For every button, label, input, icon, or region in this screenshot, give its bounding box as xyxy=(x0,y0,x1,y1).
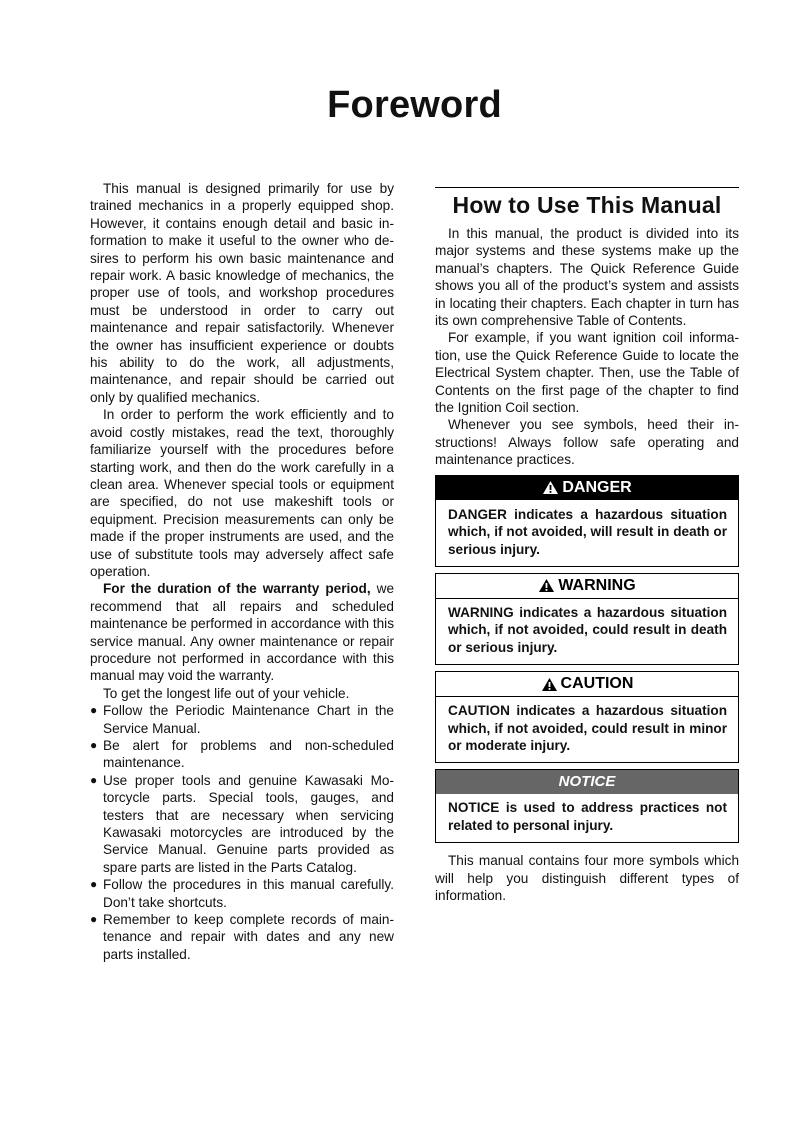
bullet-icon: ● xyxy=(90,738,98,752)
danger-box xyxy=(435,475,739,567)
warning-header xyxy=(436,574,738,599)
how-to-use-paragraph: In this manual, the product is divided into its major systems and these systems make up the manual’s chapters. The Quick Reference Guide shows you all of the product’s system and assists in locating their chapters. Each chapter in turn has its own comprehensive Table of Contents. xyxy=(435,226,739,329)
warning-triangle-icon xyxy=(538,578,555,593)
example-paragraph: For example, if you want ignition coil information, use the Quick Reference Guide to locate the Electrical System chapter. Then, use the Table of Contents on the first page of the chapter to find the Ignition Coil section. xyxy=(435,330,739,416)
warranty-paragraph xyxy=(90,580,394,684)
page-title: Foreword xyxy=(327,84,502,126)
left-column xyxy=(90,180,394,963)
vehicle-life-paragraph: To get the longest life out of your vehicle. xyxy=(103,685,350,701)
danger-label: DANGER xyxy=(562,478,632,496)
warning-triangle-icon xyxy=(542,480,559,495)
intro-paragraph: This manual is designed primarily for use by trained mechanics in a properly equipped shop. However, it contains enough detail and basic information to make it useful to the owner who desires to perform his own basic maintenance and repair work. A basic knowledge of mechanics, the proper use of tools, and workshop procedures must be understood in order to carry out maintenance and repair satisfactorily. Whenever the owner has insufficient experience or doubts his ability to do the work, all adjustments, maintenance, and repair should be carried out only by qualified mechanics. xyxy=(90,181,394,405)
notice-label: NOTICE xyxy=(558,773,616,791)
danger-text: DANGER indicates a hazardous situation which, if not avoided, will result in death or serious injury. xyxy=(448,506,727,557)
closing-paragraph: This manual contains four more symbols which will help you distinguish different types of information. xyxy=(435,853,739,903)
list-item: ● Use proper tools and genuine Kawasaki Motorcycle parts. Special tools, gauges, and testers that are necessary when servicing Kawasaki motorcycles are introduced by the Service Manual. Genuine parts provided as spare parts are listed in the Parts Catalog. xyxy=(90,772,394,875)
how-to-use-heading: How to Use This Manual xyxy=(435,187,739,221)
bullet-icon: ● xyxy=(90,772,98,787)
symbols-paragraph: Whenever you see symbols, heed their instructions! Always follow safe operating and maintenance practices. xyxy=(435,417,739,468)
bullet-icon: ● xyxy=(90,877,98,892)
tips-list xyxy=(90,702,394,963)
notice-box xyxy=(435,769,739,843)
caution-header xyxy=(436,672,738,697)
list-item: ● Follow the procedures in this manual carefully. Don’t take shortcuts. xyxy=(90,877,394,910)
efficiency-paragraph: In order to perform the work efficiently and to avoid costly mistakes, read the text, thoroughly familiarize yourself with the procedures before starting work, and then do the work carefully in a clean area. Whenever special tools or equipment are specified, do not use makeshift tools or equipment. Precision measurements can only be made if the proper instruments are used, and the use of substitute tools may adversely affect safe operation. xyxy=(90,407,394,579)
caution-label: CAUTION xyxy=(560,675,634,693)
caution-box xyxy=(435,671,739,763)
list-item: ● Remember to keep complete records of maintenance and repair with dates and any new parts installed. xyxy=(90,912,394,962)
warning-box xyxy=(435,573,739,665)
caution-text: CAUTION indicates a hazardous situation which, if not avoided, could result in minor or moderate injury. xyxy=(448,703,727,753)
warning-text: WARNING indicates a hazardous situation which, if not avoided, could result in death or serious injury. xyxy=(448,604,727,655)
warranty-text: we recommend that all repairs and scheduled maintenance be performed in accordance with this service manual. Any owner maintenance or repair procedure not performed in accordance with this manual may void the warranty. xyxy=(90,581,394,684)
right-column xyxy=(435,187,739,904)
notice-header xyxy=(436,770,738,794)
danger-header xyxy=(436,476,738,500)
warning-label: WARNING xyxy=(558,576,636,594)
list-item: ● Be alert for problems and non-scheduled maintenance. xyxy=(90,738,394,771)
list-item: ● Follow the Periodic Maintenance Chart in the Service Manual. xyxy=(90,703,394,736)
bullet-icon: ● xyxy=(90,703,98,718)
warranty-lead: For the duration of the warranty period, xyxy=(103,581,371,597)
notice-text: NOTICE is used to address practices not related to personal injury. xyxy=(448,800,727,833)
bullet-icon: ● xyxy=(90,912,98,927)
warning-triangle-icon xyxy=(541,677,558,692)
